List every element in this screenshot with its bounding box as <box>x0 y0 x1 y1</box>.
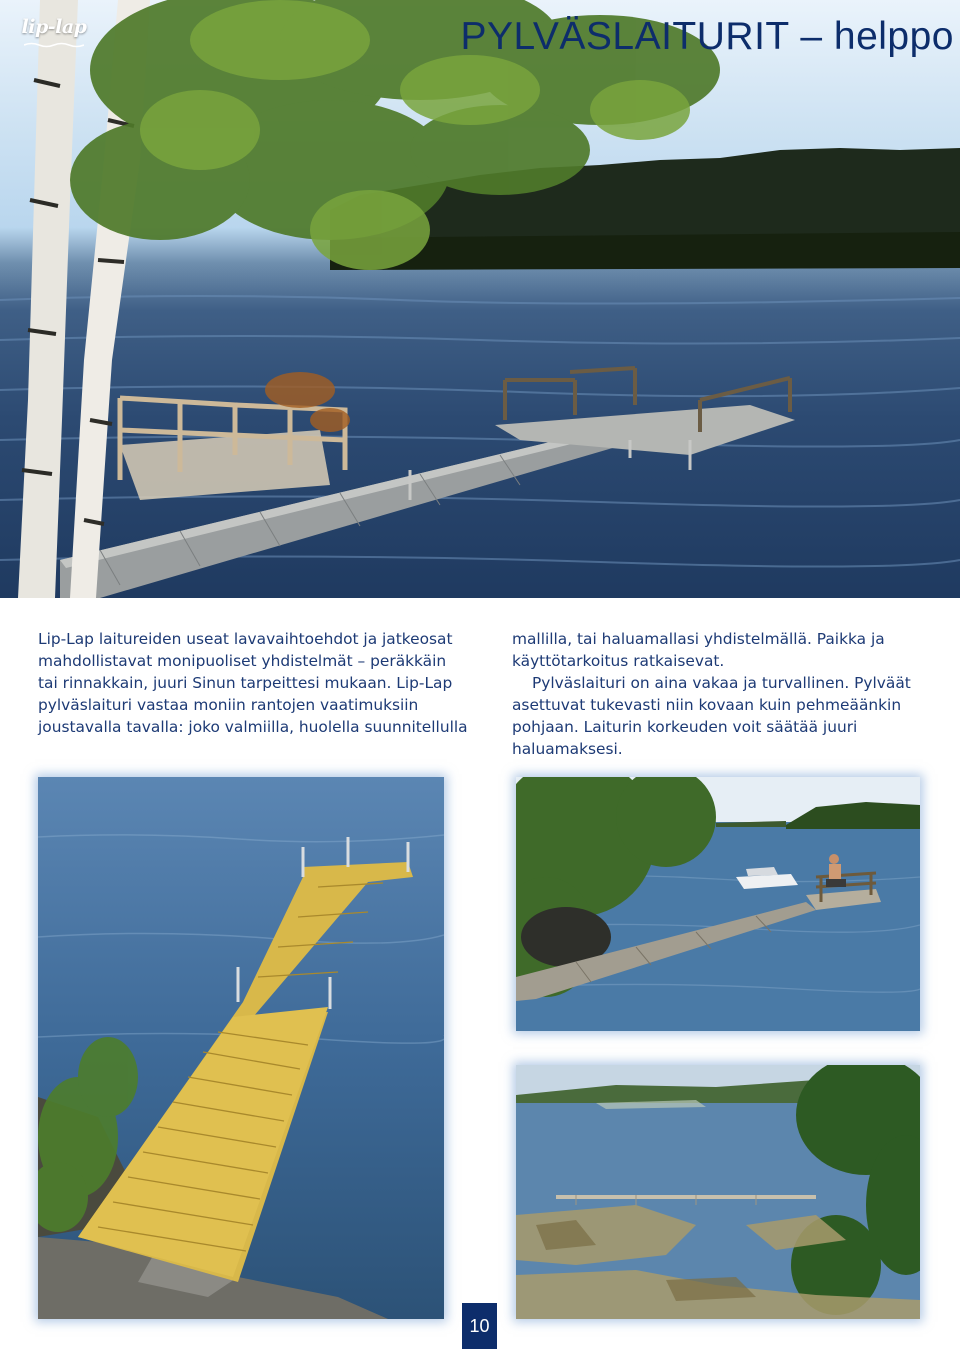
intro-paragraph: Lip-Lap laitureiden useat lavavaihtoehdot ja jatkeosat mahdollistavat monipuoliset yhdistelmät – peräkkäin tai rinnakkain, juuri Sinun tarpeittesi mukaan. Lip-Lap pylväslaituri vastaa moniin rantojen vaatimuksiin joustavalla tavalla: joko valmiilla, huolella suunnitellulla <box>38 630 468 736</box>
logo-text: lip-lap <box>21 16 87 38</box>
logo-wave-icon <box>24 42 84 48</box>
photo-dock-with-bench-illustration <box>516 777 920 1031</box>
text-column-left <box>38 628 470 738</box>
page-number: 10 <box>462 1303 497 1349</box>
photo-dock-with-bench <box>516 777 920 1031</box>
photo-yellow-dock <box>38 777 444 1319</box>
hero-illustration <box>0 0 960 598</box>
text-column-right <box>512 628 932 760</box>
hero-photo <box>0 0 960 598</box>
continuation-paragraph: mallilla, tai haluamallasi yhdistelmällä. Paikka ja käyttötarkoitus ratkaisevat. <box>512 630 885 670</box>
stability-paragraph: Pylväslaituri on aina vakaa ja turvallinen. Pylväät asettuvat tukevasti niin kovaan kuin pehmeäänkin pohjaan. Laiturin korkeuden voit säätää juuri haluamaksesi. <box>512 674 911 758</box>
photo-reed-shore-dock-illustration <box>516 1065 920 1319</box>
photo-yellow-dock-illustration <box>38 777 444 1319</box>
photo-reed-shore-dock <box>516 1065 920 1319</box>
brand-logo <box>18 12 90 52</box>
page-title: PYLVÄSLAITURIT – helppo <box>460 15 954 58</box>
